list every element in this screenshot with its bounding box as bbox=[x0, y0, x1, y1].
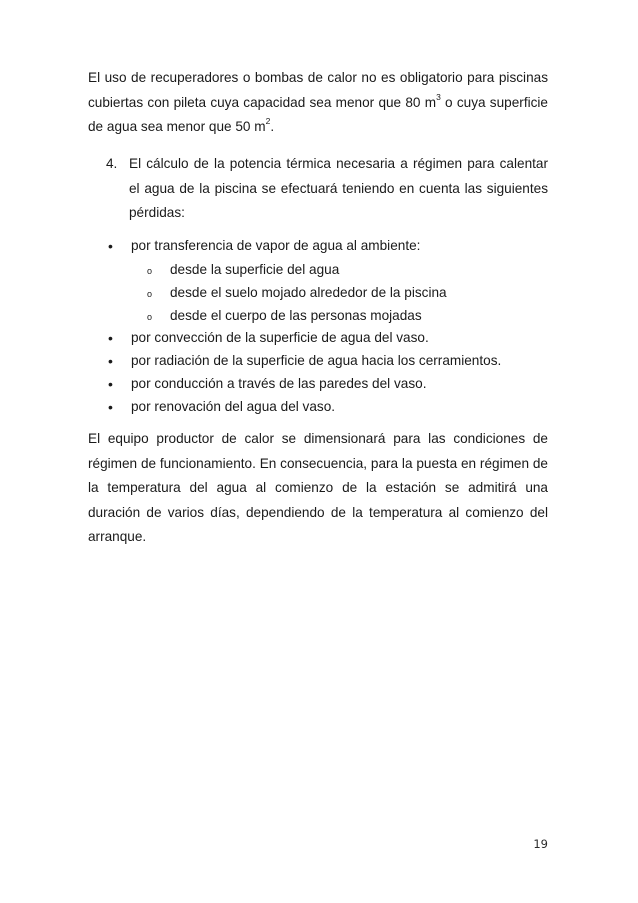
list-item-text: por conducción a través de las paredes del vaso. bbox=[131, 376, 427, 391]
sub-list-item-text: desde la superficie del agua bbox=[170, 262, 340, 277]
sub-list-item-text: desde el suelo mojado alrededor de la piscina bbox=[170, 285, 447, 300]
bullet-icon: • bbox=[108, 376, 113, 392]
numbered-item-4 bbox=[106, 152, 548, 226]
intro-text-part-3: . bbox=[270, 119, 275, 134]
page-number: 19 bbox=[533, 837, 548, 851]
bullet-icon: • bbox=[108, 353, 113, 369]
list-item-text: por convección de la superficie de agua del vaso. bbox=[131, 330, 429, 345]
intro-text-part-2: o cuya superficie de agua sea menor que 50 m bbox=[88, 94, 548, 134]
list-item-text: por transferencia de vapor de agua al ambiente: bbox=[131, 238, 421, 253]
bullet-icon: • bbox=[108, 399, 113, 415]
list-item-text: por renovación del agua del vaso. bbox=[131, 399, 336, 414]
sub-list-item-text: desde el cuerpo de las personas mojadas bbox=[170, 308, 422, 323]
square-superscript: 2 bbox=[265, 116, 271, 126]
bullet-icon: • bbox=[108, 330, 113, 346]
numbered-item-text: El cálculo de la potencia térmica necesaria a régimen para calentar el agua de la piscina se efectuará teniendo en cuenta las siguientes pérdidas: bbox=[129, 156, 548, 220]
item-number: 4. bbox=[106, 156, 118, 171]
bullet-icon: • bbox=[108, 238, 113, 254]
intro-text-part-1: El uso de recuperadores o bombas de calor no es obligatorio para piscinas cubiertas con pileta cuya capacidad sea menor que 80 m bbox=[88, 70, 548, 110]
circle-bullet-icon: o bbox=[147, 266, 153, 276]
circle-bullet-icon: o bbox=[147, 289, 153, 299]
closing-paragraph: El equipo productor de calor se dimensionará para las condiciones de régimen de funcionamiento. En consecuencia, para la puesta en régimen de la temperatura del agua al comienzo de la estación se admitirá una duración de varios días, dependiendo de la temperatura al comienzo del arranque. bbox=[88, 431, 548, 544]
cubic-superscript: 3 bbox=[436, 91, 441, 102]
list-item-text: por radiación de la superficie de agua hacia los cerramientos. bbox=[131, 353, 502, 368]
circle-bullet-icon: o bbox=[147, 312, 153, 322]
intro-paragraph bbox=[88, 66, 548, 140]
